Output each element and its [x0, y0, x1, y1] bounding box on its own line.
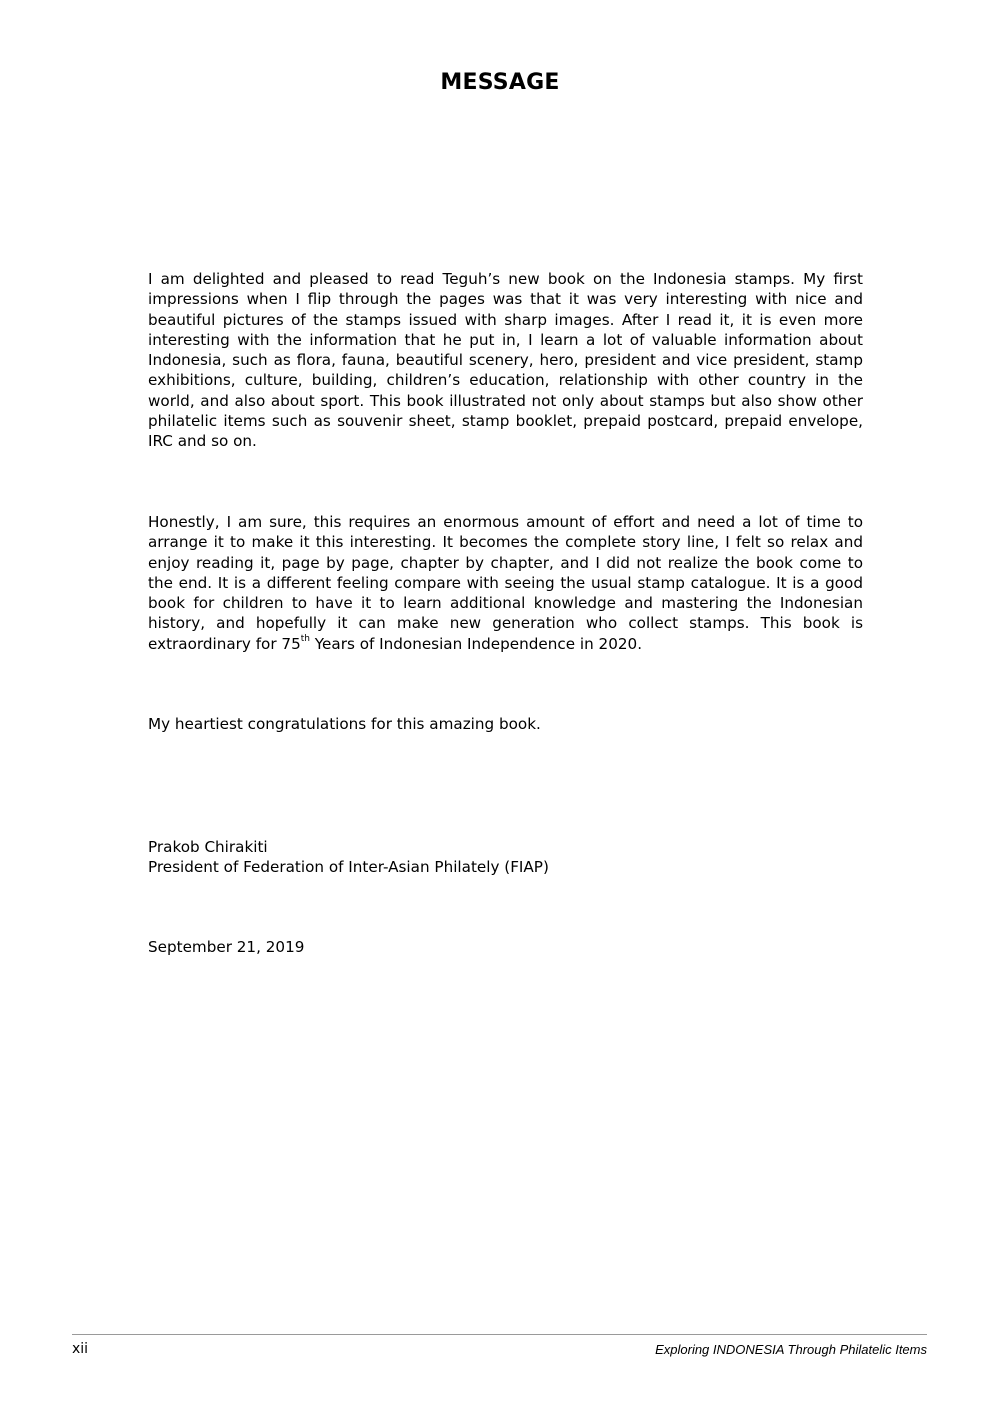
signature-block [148, 837, 863, 878]
message-paragraph-1: I am delighted and pleased to read Teguh’s new book on the Indonesia stamps. My first impressions when I flip through the pages was that it was very interesting with nice and beautiful pictures of the stamps issued with sharp images. After I read it, it is even more interesting with the information that he put in, I learn a lot of valuable information about Indonesia, such as flora, fauna, beautiful scenery, hero, president and vice president, stamp exhibitions, culture, building, children’s education, relationship with other country in the world, and also about sport. This book illustrated not only about stamps but also show other philatelic items such as souvenir sheet, stamp booklet, prepaid postcard, prepaid envelope, IRC and so on. [148, 270, 863, 451]
ordinal-superscript: th [300, 633, 310, 644]
page-title: MESSAGE [440, 70, 560, 95]
paragraph-2-ending: Years of Indonesian Independence in 2020. [309, 634, 643, 653]
footer-page-number: xii [72, 1341, 89, 1357]
anniversary-number: 75 [281, 634, 301, 653]
signatory-name: Prakob Chirakiti [148, 838, 268, 856]
footer-book-title: Exploring INDONESIA Through Philatelic Items [655, 1342, 927, 1357]
footer-divider [72, 1334, 927, 1335]
signatory-position: President of Federation of Inter-Asian Philately (FIAP) [148, 858, 549, 877]
congratulations-line: My heartiest congratulations for this amazing book. [148, 715, 541, 733]
message-date: September 21, 2019 [148, 938, 305, 956]
paragraph-2-main: Honestly, I am sure, this requires an enormous amount of effort and need a lot of time to arrange it to make it this interesting. It becomes the complete story line, I felt so relax and enjoy reading it, page by page, chapter by chapter, and I did not realize the book come to the end. It is a different feeling compare with seeing the usual stamp catalogue. It is a good book for children to have it to learn additional knowledge and mastering the Indonesian history, and hopefully it can make new generation who collect stamps. This book is extraordinary for [148, 513, 863, 653]
message-paragraph-2 [148, 512, 863, 654]
